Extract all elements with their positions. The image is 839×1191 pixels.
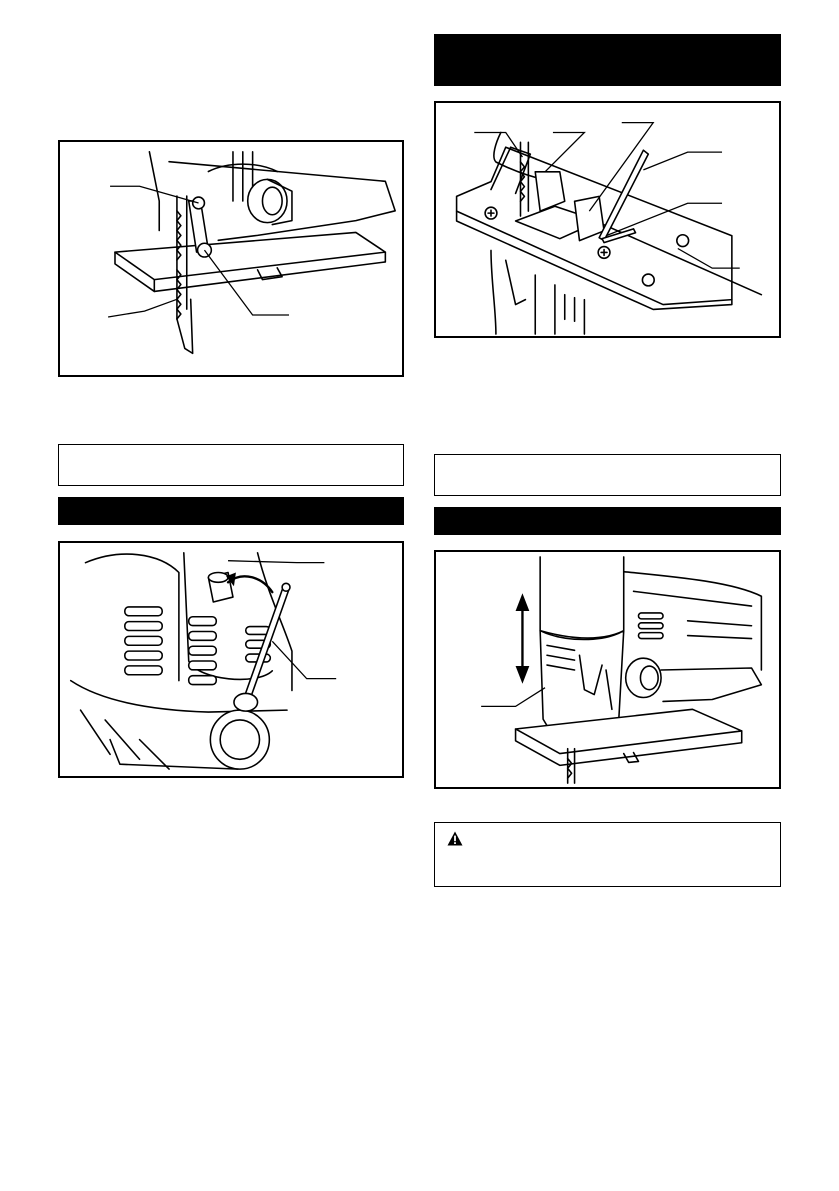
figure-chip-guard	[434, 550, 781, 789]
hex-wrench-storage-illustration	[60, 543, 402, 776]
warning-box	[434, 822, 781, 887]
figure-shoe-adjustment	[434, 101, 781, 338]
section-header-bar-right-top	[434, 34, 781, 86]
warning-triangle-icon	[447, 831, 463, 846]
note-box-right	[434, 454, 781, 496]
base-shoe-adjustment-illustration	[436, 103, 779, 336]
jigsaw-blade-clamp-illustration	[60, 142, 402, 375]
section-header-bar-left	[58, 497, 404, 525]
chip-deflector-illustration	[436, 552, 779, 787]
note-box-left	[58, 444, 404, 486]
figure-blade-clamp	[58, 140, 404, 377]
section-header-bar-right	[434, 507, 781, 535]
figure-hex-wrench-storage	[58, 541, 404, 778]
